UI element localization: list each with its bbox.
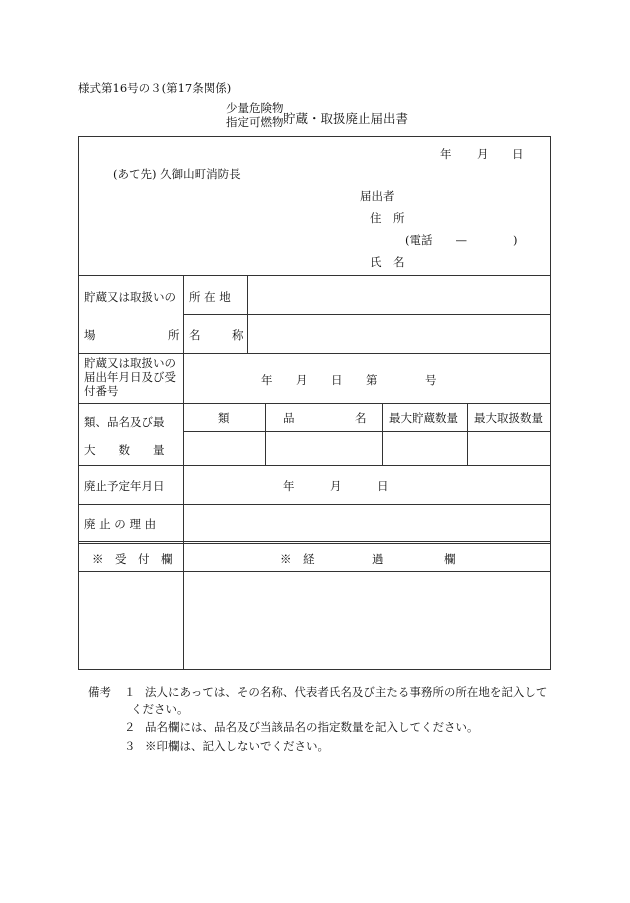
row-divider: [78, 465, 551, 466]
max-storage-field[interactable]: [385, 434, 464, 462]
row-divider: [78, 275, 551, 276]
note-1-line1: 法人にあっては、その名称、代表者氏名及び主たる事務所の所在地を記入して: [145, 685, 548, 699]
column-class: 類: [218, 411, 230, 425]
location-field[interactable]: [252, 281, 545, 309]
document-title: 貯蔵・取扱廃止届出書: [283, 111, 409, 126]
notification-month: 月: [296, 373, 308, 387]
abolish-month: 月: [330, 479, 342, 493]
kind-label-line1: 類、品名及び最: [84, 415, 165, 429]
notification-number-suffix: 号: [425, 373, 437, 387]
form-number: 様式第16号の３(第17条関係): [78, 81, 232, 95]
column-max-handling: 最大取扱数量: [474, 411, 543, 425]
designation-label-a: 名: [189, 328, 201, 342]
place-label-line2a: 場: [84, 328, 96, 342]
column-divider: [467, 403, 468, 465]
addressee: (あて先) 久御山町消防長: [113, 167, 241, 181]
column-divider: [265, 403, 266, 465]
date-day: 日: [512, 147, 524, 161]
note-2-text: 品名欄には、品名及び当該品名の指定数量を記入してください。: [145, 720, 479, 734]
kind-label-line2: 大 数 量: [84, 443, 165, 457]
reason-field[interactable]: [188, 508, 546, 536]
row-divider: [78, 571, 551, 572]
max-handling-field[interactable]: [470, 434, 548, 462]
notification-label-line1: 貯蔵又は取扱いの: [84, 356, 176, 370]
note-1-line2: ください。: [131, 702, 189, 716]
place-label-line2b: 所: [168, 328, 180, 342]
double-divider: [78, 541, 551, 544]
note-3-text: ※印欄は、記入しないでください。: [145, 739, 329, 753]
place-label-line1: 貯蔵又は取扱いの: [84, 290, 176, 304]
class-field[interactable]: [186, 434, 262, 462]
progress-label-a: ※ 経: [280, 552, 315, 566]
reason-label: 廃 止 の 理 由: [84, 517, 157, 531]
abolish-day: 日: [377, 479, 389, 493]
designation-field[interactable]: [252, 319, 545, 347]
notes-heading: 備考: [88, 685, 111, 699]
column-divider: [382, 403, 383, 465]
notification-label-line2: 届出年月日及び受: [84, 370, 176, 384]
column-item-a: 品: [283, 411, 295, 425]
column-divider: [183, 275, 184, 670]
applicant-label: 届出者: [360, 189, 395, 203]
notification-day: 日: [331, 373, 343, 387]
reception-label: ※ 受 付 欄: [92, 552, 173, 566]
column-item-b: 名: [355, 411, 367, 425]
row-divider: [78, 504, 551, 505]
name-label: 氏 名: [370, 255, 405, 269]
notification-year: 年: [261, 373, 273, 387]
address-label: 住 所: [370, 211, 405, 225]
row-divider: [183, 314, 551, 315]
note-1-number: １: [124, 685, 136, 699]
column-divider: [247, 275, 248, 353]
title-stack: [226, 101, 284, 129]
item-name-field[interactable]: [268, 434, 379, 462]
notification-number-prefix: 第: [366, 373, 378, 387]
row-divider: [78, 403, 551, 404]
location-label: 所 在 地: [189, 290, 231, 304]
title-line1: 少量危険物: [226, 101, 284, 115]
note-2-number: ２: [124, 720, 136, 734]
row-divider: [183, 431, 551, 432]
phone-label: (電話 — ): [405, 233, 518, 247]
abolish-date-label: 廃止予定年月日: [84, 479, 165, 493]
designation-label-b: 称: [232, 328, 244, 342]
column-max-storage: 最大貯蔵数量: [389, 411, 458, 425]
notification-label-line3: 付番号: [84, 384, 119, 398]
progress-label-b: 過: [372, 552, 384, 566]
date-year: 年: [440, 147, 452, 161]
date-month: 月: [477, 147, 489, 161]
title-line2: 指定可燃物: [226, 115, 284, 129]
note-3-number: ３: [124, 739, 136, 753]
row-divider: [78, 353, 551, 354]
abolish-year: 年: [283, 479, 295, 493]
notification-label: [84, 356, 176, 398]
progress-label-c: 欄: [444, 552, 456, 566]
